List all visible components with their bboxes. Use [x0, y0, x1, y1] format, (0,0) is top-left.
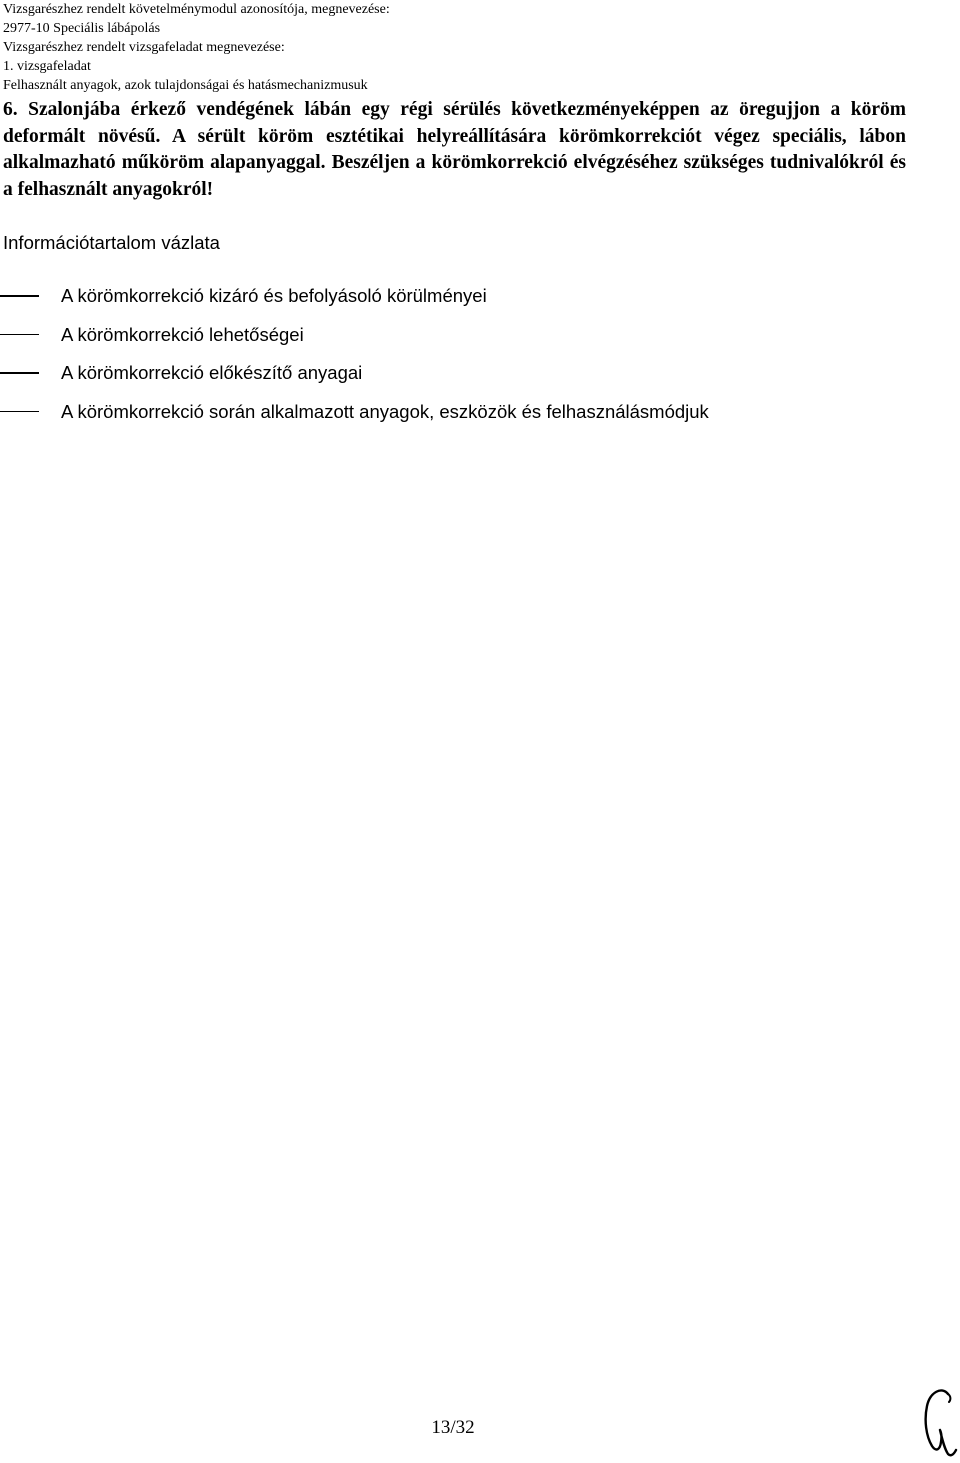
list-item	[0, 399, 940, 438]
info-outline-list	[0, 283, 940, 437]
document-header	[3, 0, 943, 95]
handwritten-signature-icon	[918, 1384, 958, 1460]
page-number: 13/32	[431, 1417, 475, 1438]
list-item	[0, 360, 940, 399]
list-item-text: A körömkorrekció előkészítő anyagai	[61, 362, 363, 383]
header-module-name: 2977-10 Speciális lábápolás	[3, 21, 161, 36]
list-item	[0, 322, 940, 361]
list-item	[0, 283, 940, 322]
list-item-text: A körömkorrekció során alkalmazott anyagok, eszközök és felhasználásmódjuk	[61, 400, 709, 422]
header-task-label: Vizsgarészhez rendelt vizsgafeladat megnevezése:	[3, 40, 285, 55]
list-item-text: A körömkorrekció lehetőségei	[61, 323, 304, 345]
header-task-number: 1. vizsgafeladat	[3, 59, 91, 74]
dash-bullet-icon	[0, 334, 39, 336]
dash-bullet-icon	[0, 372, 39, 374]
dash-bullet-icon	[0, 411, 39, 413]
task-description: 6. Szalonjába érkező vendégének lábán egy régi sérülés következményeképpen az öregujjon a köröm deformált növésű. A sérült köröm esztétikai helyreállítására körömkorrekciót végez speciális, lábon alkalmazható műköröm alapanyaggal. Beszéljen a körömkorrekció elvégzéséhez szükséges tudnivalókról és a felhasznált anyagokról!	[3, 99, 906, 200]
dash-bullet-icon	[0, 295, 39, 297]
info-outline-title: Információtartalom vázlata	[3, 232, 220, 253]
list-item-text: A körömkorrekció kizáró és befolyásoló körülményei	[61, 285, 487, 306]
header-module-label: Vizsgarészhez rendelt követelménymodul azonosítója, megnevezése:	[3, 2, 390, 17]
header-task-name: Felhasznált anyagok, azok tulajdonságai és hatásmechanizmusuk	[3, 78, 368, 93]
